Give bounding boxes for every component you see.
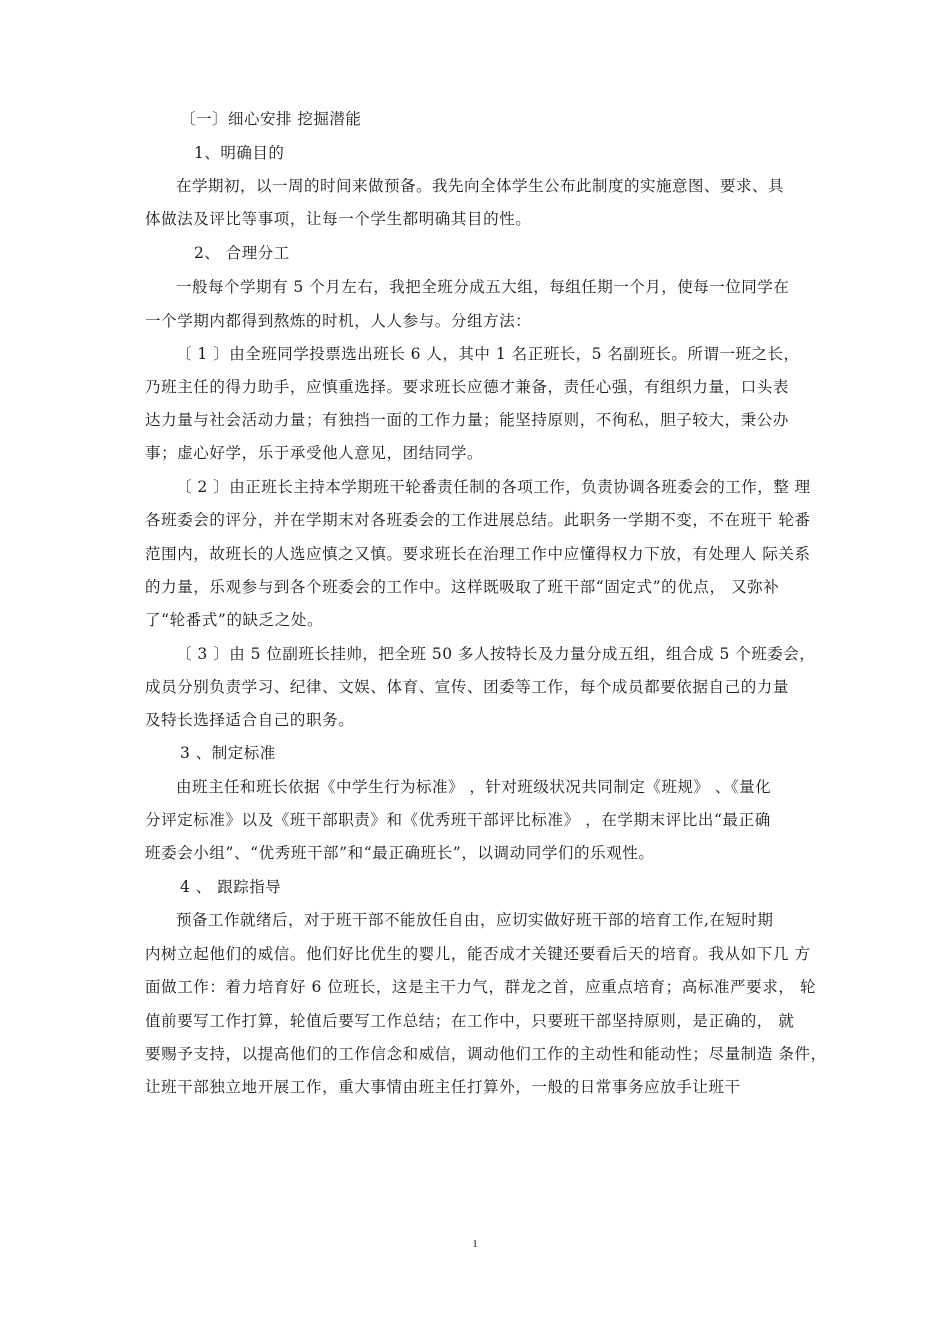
- paragraph-line: 在学期初，以一周的时间来做预备。我先向全体学生公布此制度的实施意图、要求、具: [176, 177, 785, 195]
- paragraph-line: 〔 3 〕由 5 位副班长挂帅，把全班 50 多人按特长及力量分成五组，组合成 5 个班委会，: [176, 645, 816, 663]
- paragraph-line: 班委会小组”、“优秀班干部”和“最正确班长”，以调动同学们的乐观性。: [145, 844, 655, 862]
- paragraph-line: 预备工作就绪后，对于班干部不能放任自由，应切实做好班干部的培育工作,在短时期: [176, 911, 774, 929]
- paragraph-line: 分评定标准》以及《班干部职责》和《优秀班干部评比标准》 ，在学期末评比出“最正确: [145, 811, 771, 829]
- paragraph-line: 乃班主任的得力助手，应慎重选择。要求班长应德才兼备，责任心强，有组织力量，口头表: [145, 378, 790, 396]
- paragraph-line: 〔 1 〕由全班同学投票选出班长 6 人，其中 1 名正班长，5 名副班长。所谓一班之长，: [176, 345, 800, 363]
- paragraph-line: 由班主任和班长依据《中学生行为标准》 ，针对班级状况共同制定《班规》 、《量化: [176, 778, 772, 796]
- paragraph-line: 及特长选择适合自己的职务。: [145, 711, 355, 729]
- paragraph-line: 一个学期内都得到熬炼的时机，人人参与。分组方法：: [145, 312, 532, 330]
- paragraph-line: 内树立起他们的威信。他们好比优生的婴儿，能否成才关键还要看后天的培育。我从如下几 方: [145, 945, 811, 963]
- subheading-3: 3 、制定标准: [180, 744, 276, 762]
- paragraph-line: 各班委会的评分，并在学期末对各班委会的工作进展总结。此职务一学期不变，不在班干 轮番: [145, 511, 811, 529]
- paragraph-line: 一般每个学期有 5 个月左右，我把全班分成五大组，每组任期一个月，使每一位同学在: [176, 278, 790, 296]
- paragraph-line: 值前要写工作打算，轮值后要写工作总结；在工作中，只要班干部坚持原则，是正确的， 就: [145, 1012, 795, 1030]
- subheading-2: 2、 合理分工: [194, 244, 290, 262]
- paragraph-line: 要赐予支持，以提高他们的工作信念和威信，调动他们工作的主动性和能动性；尽量制造 条件，: [145, 1045, 827, 1063]
- subheading-4: 4 、 跟踪指导: [180, 878, 282, 896]
- paragraph-line: 的力量，乐观参与到各个班委会的工作中。这样既吸取了班干部“固定式”的优点， 又弥补: [145, 578, 780, 596]
- paragraph-line: 了“轮番式”的缺乏之处。: [145, 611, 324, 629]
- paragraph-line: 让班干部独立地开展工作，重大事情由班主任打算外，一般的日常事务应放手让班干: [145, 1078, 741, 1096]
- paragraph-line: 〔 2 〕由正班长主持本学期班干轮番责任制的各项工作，负责协调各班委会的工作，整 理: [176, 478, 811, 496]
- paragraph-line: 成员分别负责学习、纪律、文娱、体育、宣传、团委等工作，每个成员都要依据自己的力量: [145, 678, 790, 696]
- page-number: 1: [472, 1238, 478, 1250]
- paragraph-line: 范围内，故班长的人选应慎之又慎。要求班长在治理工作中应懂得权力下放，有处理人 际关系: [145, 545, 811, 563]
- paragraph-line: 体做法及评比等事项，让每一个学生都明确其目的性。: [145, 210, 532, 228]
- subheading-1: 1、明确目的: [194, 144, 285, 162]
- paragraph-line: 面做工作：着力培育好 6 位班长，这是主干力气，群龙之首，应重点培育；高标准严要求， 轮: [145, 978, 817, 996]
- paragraph-line: 达力量与社会活动力量；有独挡一面的工作力量；能坚持原则，不徇私，胆子较大，秉公办: [145, 411, 790, 429]
- paragraph-line: 事；虚心好学，乐于承受他人意见，团结同学。: [145, 444, 484, 462]
- section-heading: 〔一〕细心安排 挖掘潜能: [180, 110, 362, 128]
